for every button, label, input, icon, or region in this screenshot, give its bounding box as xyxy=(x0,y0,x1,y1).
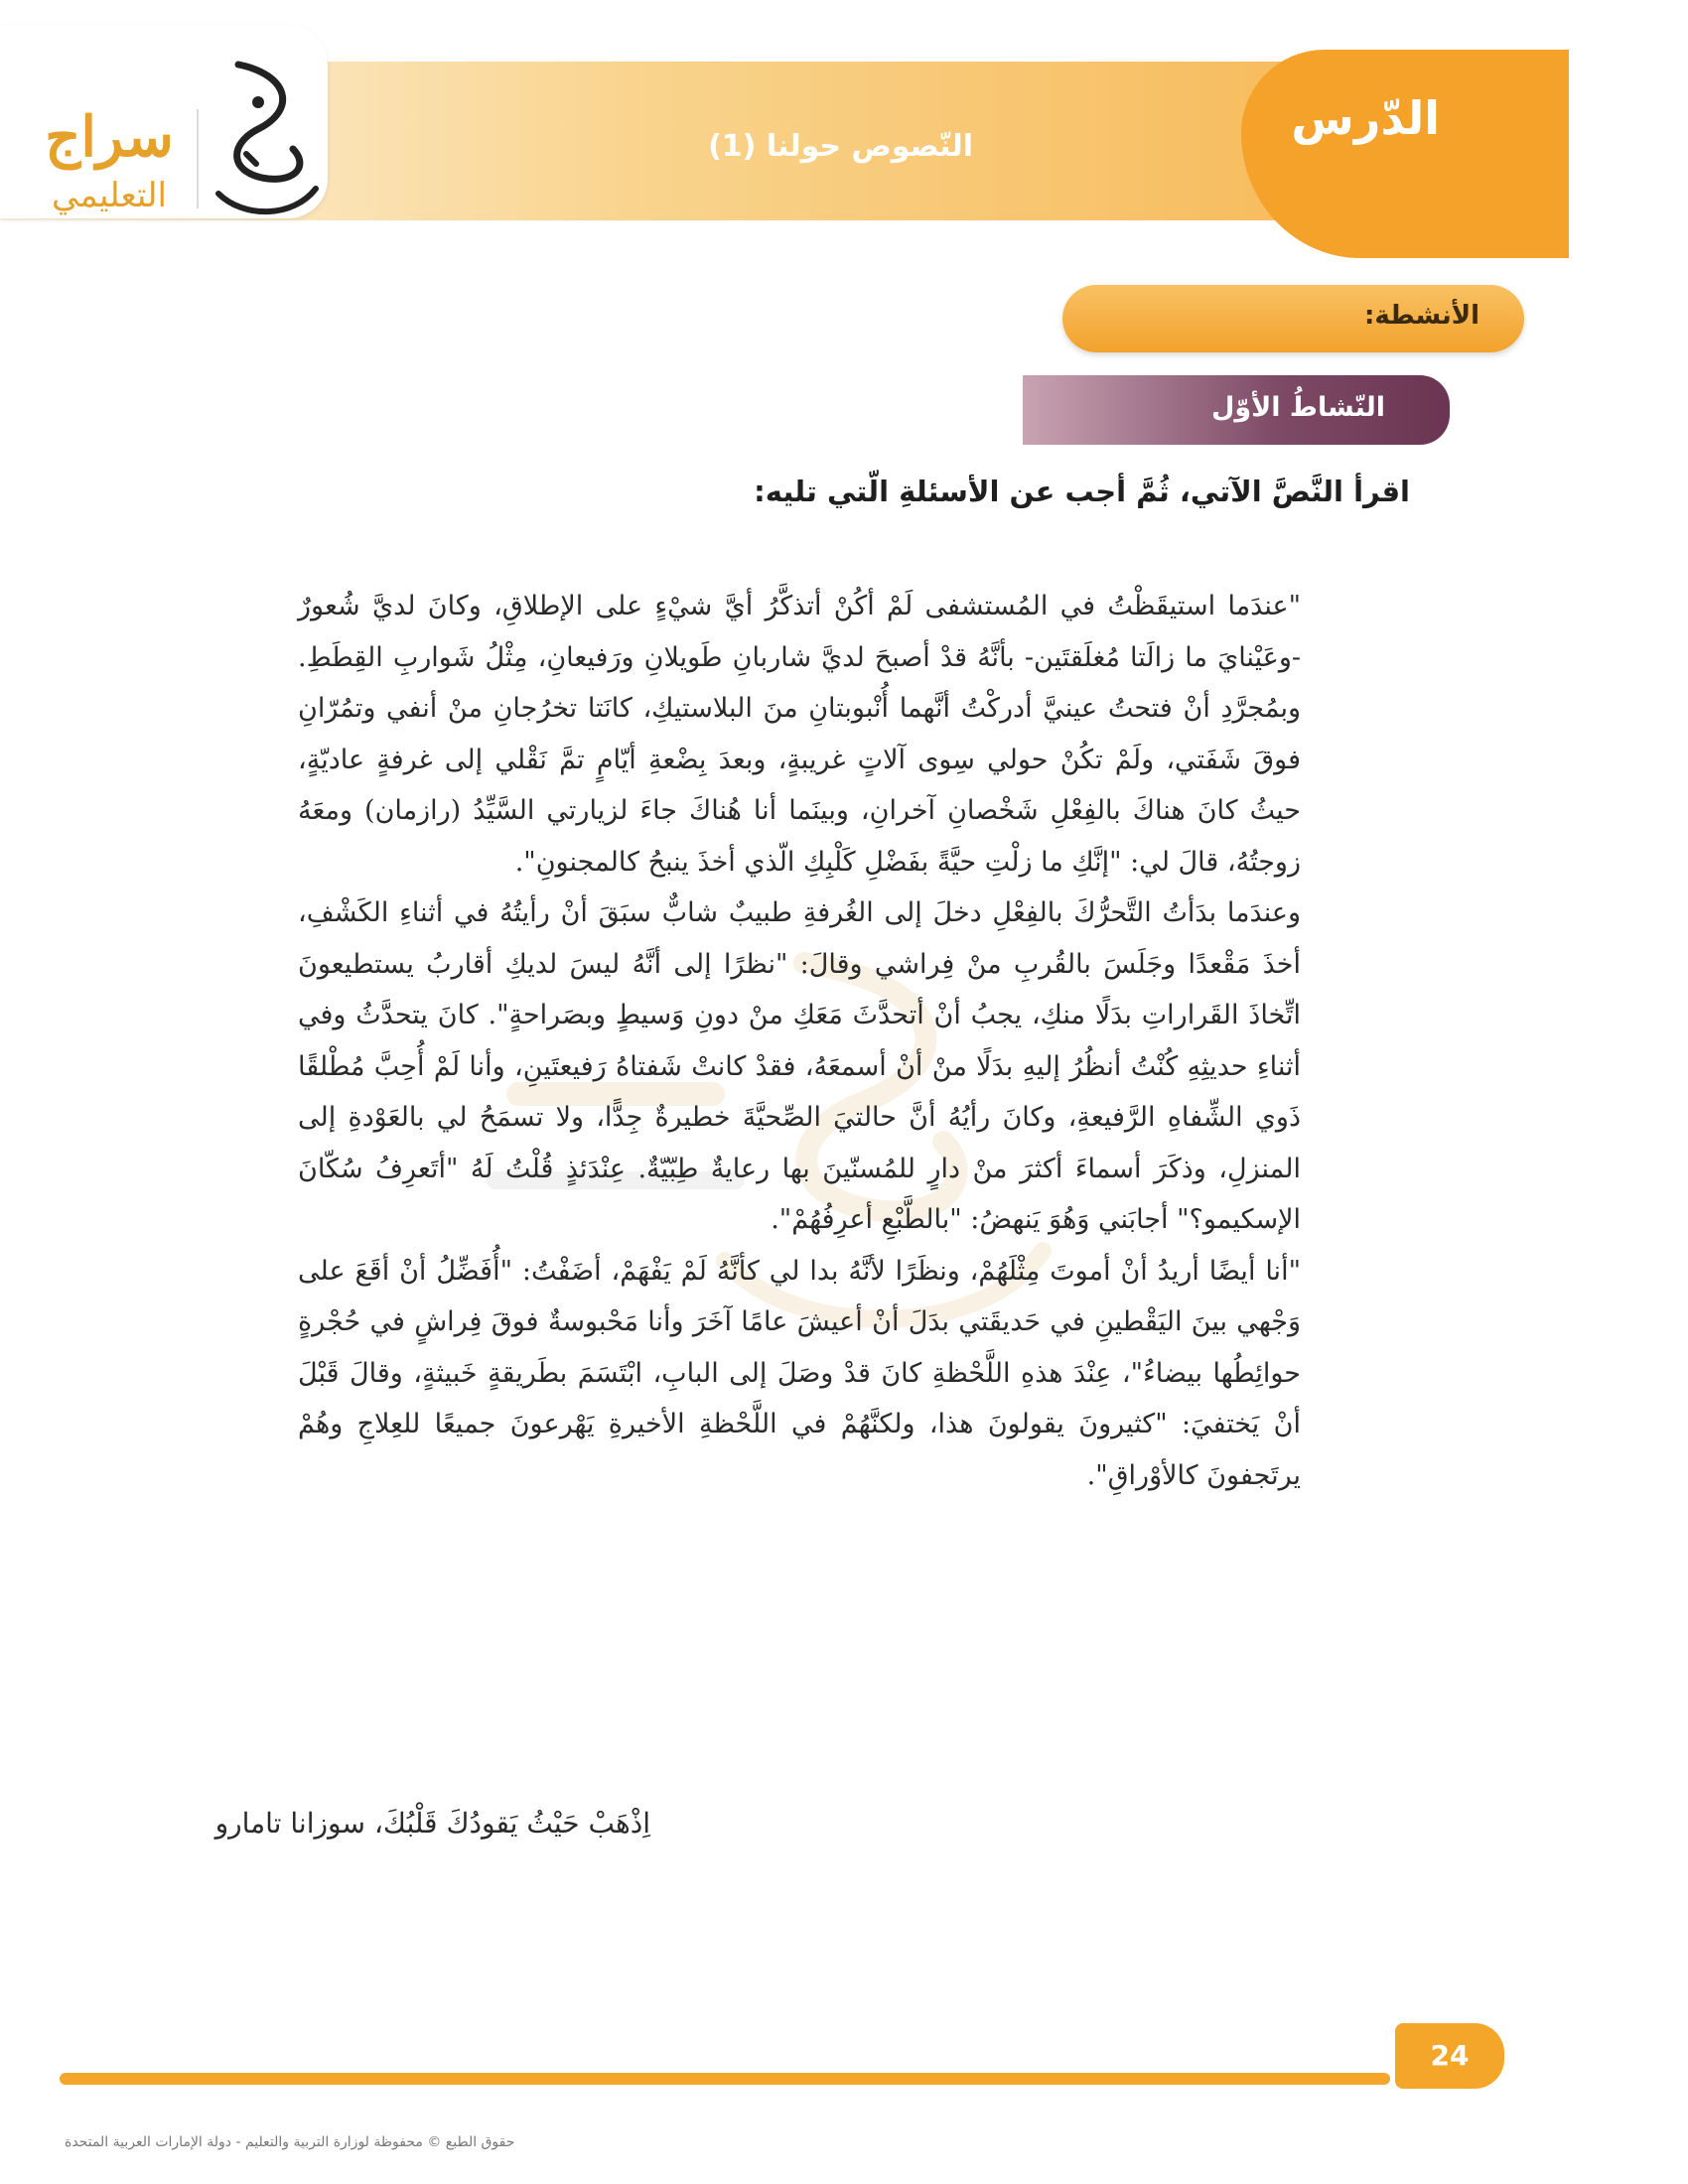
passage-paragraph-3: "أنا أيضًا أريدُ أنْ أموتَ مِثْلَهُمْ، ونظَرًا لأنَّهُ بدا لي كأنَّهُ لَمْ يَفْهَمْ، أضَفْتُ: "أُفَضِّلُ أنْ أقَعَ على وَجْهي بينَ اليَقْطينِ في حَديقَتي بدَلَ أنْ أعيشَ عامًا آخَرَ وأنا مَحْبوسةٌ فوقَ فِراشٍ في حُجْرةٍ حوائِطُها بيضاءُ"، عِنْدَ هذهِ اللَّحْظةِ كانَ قدْ وصَلَ إلى البابِ، ابْتَسَمَ بطَريقةٍ خَبيثةٍ، وقالَ قَبْلَ أنْ يَختفيَ: "كثيرونَ يقولونَ هذا، ولكنَّهُمْ في اللَّحْظةِ الأخيرةِ يَهْرعونَ جميعًا للعِلاجِ وهُمْ يرتَجفونَ كالأوْراقِ". xyxy=(298,1255,1301,1491)
passage-paragraph-1: "عندَما استيقَظْتُ في المُستشفى لَمْ أكُنْ أتذكَّرُ أيَّ شيْءٍ على الإطلاقِ، وكانَ لديَّ شُعورٌ -وعَيْنايَ ما زالَتا مُغلَقتَين- بأنَّهُ قدْ أصبحَ لديَّ شاربانِ طَويلانِ ورَفيعانِ، مِثْلُ شَواربِ القِطَطِ. وبمُجرَّدِ أنْ فتحتُ عينيَّ أدركْتُ أنَّهما أُنْبوبتانِ منَ البلاستيكِ، كانَتا تخرُجانِ منْ أنفي وتمُرّانِ فوقَ شَفَتي، ولَمْ تكُنْ حولي سِوى آلاتٍ غريبةٍ، وبعدَ بِضْعةِ أيّامٍ تمَّ نَقْلي إلى غرفةٍ عاديّةٍ، حيثُ كانَ هناكَ بالفِعْلِ شَخْصانِ آخرانِ، وبينَما أنا هُناكَ جاءَ لزيارتي السَّيِّدُ (رازمان) ومعَهُ زوجتُهُ، قالَ لي: "إنَّكِ ما زلْتِ حيَّةً بفَضْلِ كَلْبِكِ الّذي أخذَ ينبحُ كالمجنونِ". xyxy=(298,591,1301,878)
logo-calligraphy-icon xyxy=(199,55,328,223)
activities-bar xyxy=(1062,285,1524,352)
passage-paragraph-2: وعندَما بدَأتُ التَّحرُّكَ بالفِعْلِ دخلَ إلى الغُرفةِ طبيبٌ شابٌّ سبَقَ أنْ رأيتُهُ في أثناءِ الكَشْفِ، أخذَ مَقْعدًا وجَلَسَ بالقُربِ منْ فِراشي وقالَ: "نظرًا إلى أنَّهُ ليسَ لديكِ أقاربُ يستطيعونَ اتِّخاذَ القَراراتِ بدَلًا منكِ، يجبُ أنْ أتحدَّثَ مَعَكِ منْ دونِ وَسيطٍ وبصَراحةٍ". كانَ يتحدَّثُ وفي أثناءِ حديثِهِ كُنْتُ أنظُرُ إليهِ بدَلًا منْ أنْ أسمعَهُ، فقدْ كانتْ شَفتاهُ رَفيعتَينِ، وأنا لَمْ أُحِبَّ مُطْلقًا ذَوي الشِّفاهِ الرَّفيعةِ، وكانَ رأيُهُ أنَّ حالتيَ الصِّحيَّةَ خطيرةٌ جِدًّا، ولا تسمَحُ لي بالعَوْدةِ إلى المنزلِ، وذكَرَ أسماءَ أكثرَ منْ دارٍ للمُسنّينَ بها رعايةٌ طِبّيّةٌ. عِنْدَئذٍ قُلْتُ لَهُ "أتَعرِفُ سُكّانَ الإسكيمو؟" أجابَني وَهُوَ يَنهضُ: "بالطَّبْعِ أعرِفُهُمْ". xyxy=(298,897,1301,1235)
activities-label: الأنشطة: xyxy=(1364,301,1479,331)
logo-subtitle: التعليمي xyxy=(52,176,167,215)
unit-title: النّصوص حولنا (1) xyxy=(708,129,973,164)
passage xyxy=(298,581,1301,1501)
copyright: حقوق الطبع © محفوظة لوزارة التربية والتعليم - دولة الإمارات العربية المتحدة xyxy=(65,2134,515,2150)
page-number: 24 xyxy=(1430,2039,1470,2072)
footer-line xyxy=(60,2073,1390,2085)
page-badge xyxy=(1395,2023,1504,2089)
activity-one-label: النّشاطُ الأوّل xyxy=(1210,392,1385,423)
activity-one-bar xyxy=(1023,375,1450,445)
logo-divider xyxy=(197,109,199,208)
lesson-tab xyxy=(1241,50,1569,258)
logo xyxy=(0,25,328,218)
lesson-title: الدّرس xyxy=(1291,91,1440,145)
logo-name: سراج xyxy=(45,104,174,170)
source-quote: اِذْهَبْ حَيْثُ يَقودُكَ قَلْبُكَ، سوزانا تامارو xyxy=(214,1807,650,1840)
instruction: اقرأ النَّصَّ الآتي، ثُمَّ أجب عن الأسئلةِ الّتي تليه: xyxy=(754,475,1410,508)
